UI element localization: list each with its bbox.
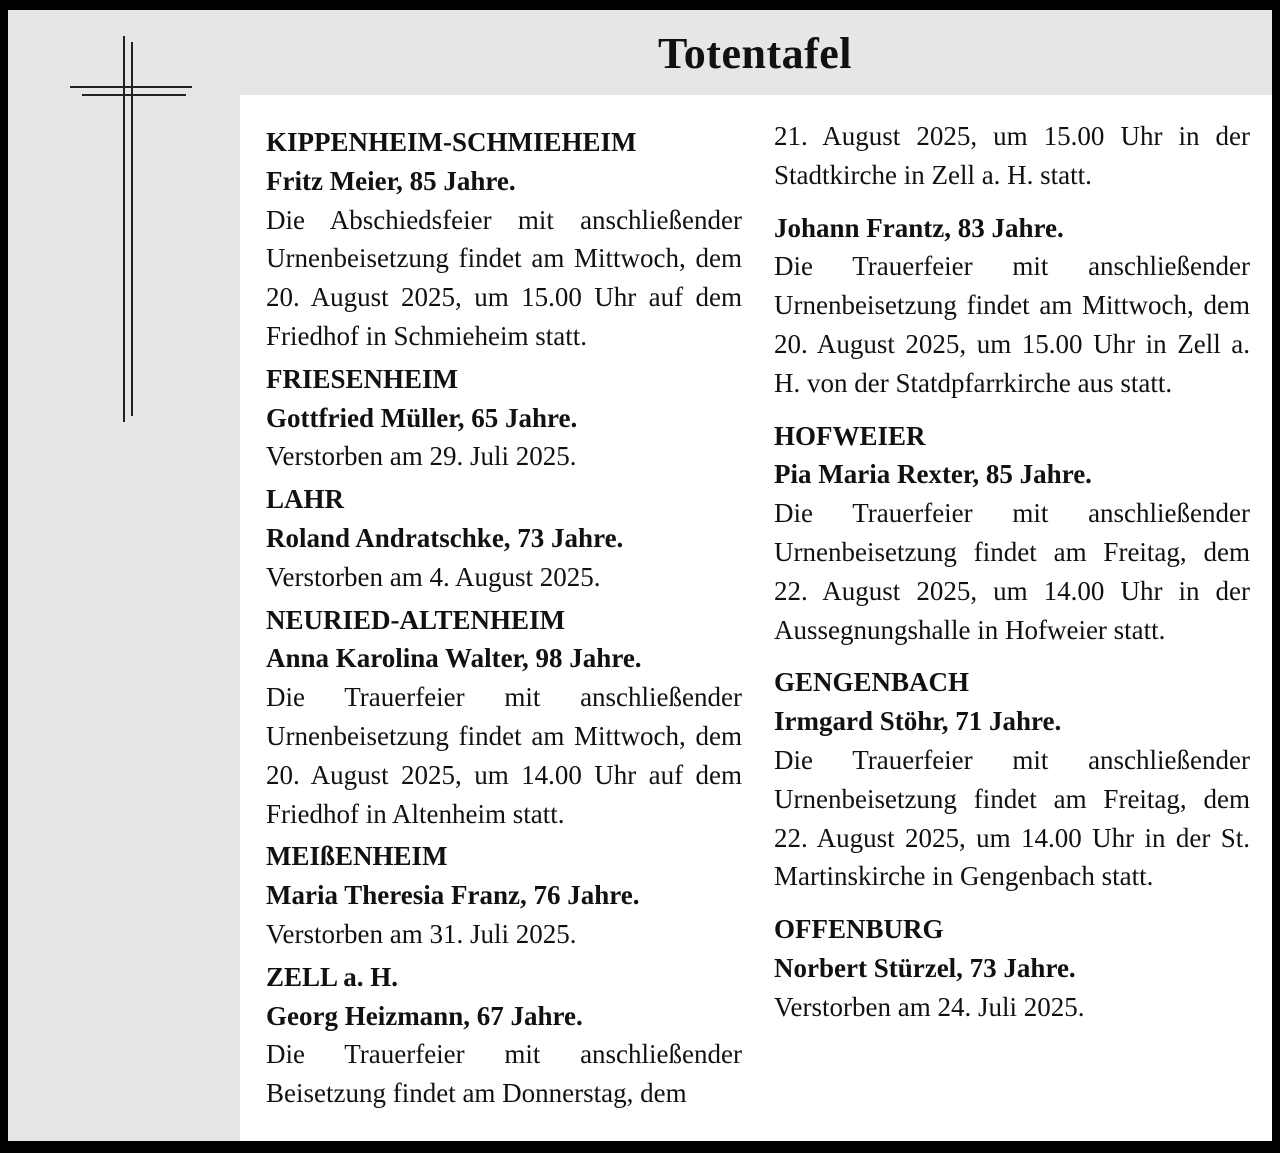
entry-place: ZELL a. H. (266, 961, 399, 992)
entry-place: GENGENBACH (774, 667, 970, 698)
obituary-entry (266, 958, 742, 1113)
entry-text: Die Trauerfeier mit anschließender Urnenbeisetzung findet am Mittwoch, dem 20. August 2025, um 15.00 Uhr in Zell a. H. von der Statdpfarrkirche aus statt. (774, 251, 1250, 398)
obituary-entry (266, 837, 742, 953)
entry-text: Die Trauerfeier mit anschließender Urnenbeisetzung findet am Freitag, dem 22. August 2025, um 14.00 Uhr in der Aussegnungshalle in Hofweier statt. (774, 498, 1250, 645)
entry-name: Georg Heizmann, 67 Jahre. (266, 1000, 583, 1031)
entry-place: OFFENBURG (774, 914, 944, 945)
entry-place: FRIESENHEIM (266, 363, 459, 394)
entry-text: Verstorben am 4. August 2025. (266, 561, 601, 592)
entry-text: 21. August 2025, um 15.00 Uhr in der Stadtkirche in Zell a. H. statt. (774, 121, 1250, 190)
obituary-entry (774, 209, 1250, 403)
obituary-entry (774, 663, 1250, 896)
entry-text: Die Abschiedsfeier mit anschließender Urnenbeisetzung findet am Mittwoch, dem 20. August 2025, um 15.00 Uhr auf dem Friedhof in Schmieheim statt. (266, 204, 742, 351)
entry-name: Anna Karolina Walter, 98 Jahre. (266, 643, 642, 674)
obituary-panel (240, 95, 1272, 1141)
obituary-entry (774, 417, 1250, 650)
entry-name: Roland Andratschke, 73 Jahre. (266, 522, 624, 553)
entry-name: Norbert Stürzel, 73 Jahre. (774, 952, 1076, 983)
obituary-board (8, 10, 1272, 1141)
entry-place: LAHR (266, 484, 345, 515)
entry-text: Die Trauerfeier mit anschließender Beisetzung findet am Donnerstag, dem (266, 1039, 742, 1109)
obituary-entry (774, 910, 1250, 1026)
entry-text: Verstorben am 31. Juli 2025. (266, 918, 577, 949)
entry-name: Pia Maria Rexter, 85 Jahre. (774, 459, 1092, 490)
entry-text: Verstorben am 24. Juli 2025. (774, 991, 1085, 1022)
left-column (266, 123, 742, 1117)
entry-name: Irmgard Stöhr, 71 Jahre. (774, 706, 1062, 737)
obituary-entry (266, 123, 742, 356)
entry-place: HOFWEIER (774, 420, 926, 451)
obituary-entry (266, 360, 742, 476)
obituary-entry (266, 480, 742, 596)
page-title: Totentafel (657, 29, 853, 78)
obituary-entry (774, 117, 1250, 195)
entry-name: Gottfried Müller, 65 Jahre. (266, 402, 578, 433)
right-column (774, 117, 1250, 1041)
cross-icon (70, 36, 192, 422)
entry-place: NEURIED-ALTENHEIM (266, 604, 566, 635)
entry-place: KIPPENHEIM-SCHMIEHEIM (266, 127, 637, 157)
entry-text: Die Trauerfeier mit anschließender Urnenbeisetzung findet am Freitag, dem 22. August 2025, um 14.00 Uhr in der St. Martinskirche in Gengenbach statt. (774, 744, 1250, 892)
entry-name: Johann Frantz, 83 Jahre. (774, 212, 1064, 243)
entry-place: MEIßENHEIM (266, 841, 448, 872)
entry-name: Fritz Meier, 85 Jahre. (266, 165, 516, 196)
entry-text: Die Trauerfeier mit anschließender Urnenbeisetzung findet am Mittwoch, dem 20. August 2025, um 14.00 Uhr auf dem Friedhof in Altenheim statt. (266, 682, 742, 829)
obituary-entry (266, 601, 742, 834)
entry-name: Maria Theresia Franz, 76 Jahre. (266, 880, 640, 911)
entry-text: Verstorben am 29. Juli 2025. (266, 441, 577, 472)
